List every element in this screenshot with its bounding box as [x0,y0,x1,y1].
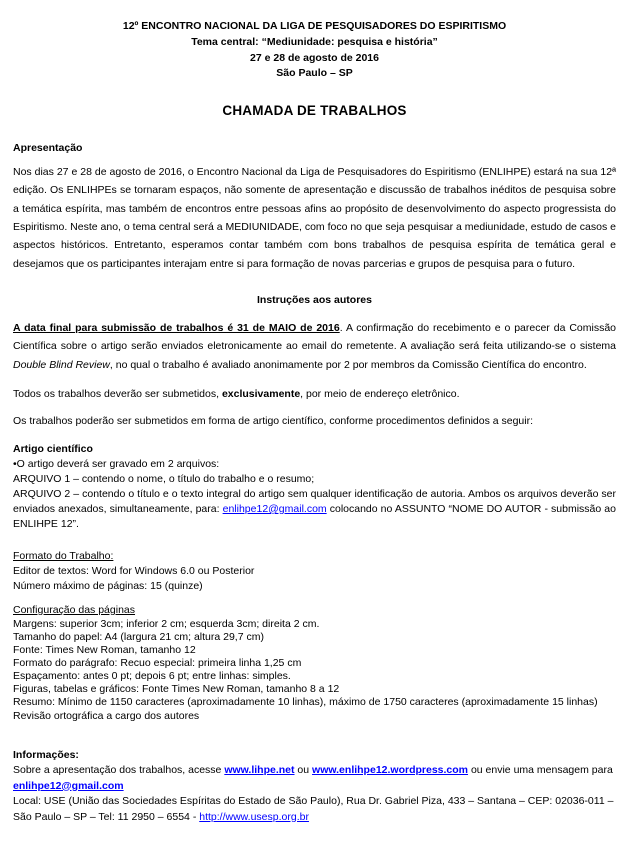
configuracao-line: Figuras, tabelas e gráficos: Fonte Times New Roman, tamanho 8 a 12 [13,683,340,696]
section-informacoes [13,748,616,826]
apresentacao-heading: Apresentação [13,142,83,155]
forms-note: Os trabalhos poderão ser submetidos em forma de artigo científico, conforme procedimentos definidos a seguir: [13,414,534,427]
event-dates: 27 e 28 de agosto de 2016 [250,51,379,64]
deadline-paragraph [13,319,616,374]
local-text: Local: USE (União das Sociedades Espíritas do Estado de São Paulo), Rua Dr. Gabriel Piza, 433 – Santana – CEP: 02036-011 – São Paulo – SP – Tel: 11 2950 – 6554 - [13,795,614,823]
event-theme: Tema central: “Mediunidade: pesquisa e história” [191,35,438,48]
formato-line: Editor de textos: Word for Windows 6.0 ou Posterior [13,564,255,577]
informacoes-text-mid: ou [294,764,313,777]
arquivo2-line [13,487,616,532]
arquivo2-text-pre: ARQUIVO 2 – contendo o título e o texto integral do artigo sem qualquer identificação de autoria. Ambos os arquivos deverão ser enviados anexados, simultaneamente, para: [13,487,616,515]
deadline-text-end: , no qual o trabalho é avaliado anonimamente por 2 por membros da Comissão Científica do encontro. [109,358,587,371]
event-title: 12º ENCONTRO NACIONAL DA LIGA DE PESQUISADORES DO ESPIRITISMO [122,20,507,32]
artigo-heading: Artigo científico [13,442,93,455]
configuracao-line: Revisão ortográfica a cargo dos autores [13,709,200,722]
configuracao-line: Formato do parágrafo: Recuo especial: primeira linha 1,25 cm [13,657,302,670]
configuracao-line: Fonte: Times New Roman, tamanho 12 [13,644,196,657]
arquivo1-line: ARQUIVO 1 – contendo o nome, o título do trabalho e o resumo; [13,472,315,485]
deadline-highlight: A data final para submissão de trabalhos é 31 de MAIO de 2016 [13,321,340,334]
exclusivamente-emphasis: exclusivamente [221,387,301,400]
informacoes-text-pre: Sobre a apresentação dos trabalhos, acesse [13,764,225,777]
informacoes-text-post: ou envie uma mensagem para [468,764,613,777]
lihpe-site-link[interactable]: www.lihpe.net [224,764,295,777]
configuracao-heading: Configuração das páginas [13,603,136,616]
configuracao-line: Margens: superior 3cm; inferior 2 cm; esquerda 3cm; direita 2 cm. [13,617,320,630]
informacoes-heading: Informações: [13,748,79,761]
configuracao-line: Resumo: Mínimo de 1150 caracteres (aproximadamente 10 linhas), máximo de 1750 caracteres (aproximadamente 15 linhas) [13,696,598,709]
document-header [13,19,616,82]
section-formato-trabalho [13,549,616,594]
informacoes-local-line [13,794,616,825]
section-configuracao-paginas [13,602,616,723]
event-location: São Paulo – SP [276,67,353,80]
submission-note [13,387,616,402]
instructions-heading: Instruções aos autores [257,293,372,306]
deadline-text: . A confirmação do recebimento e o parecer da Comissão Científica sobre o artigo serão enviados eletronicamente ao email do remetente. A avaliação será feita utilizando-se o sistema [13,321,616,353]
usesp-site-link[interactable]: http://www.usesp.org.br [199,810,309,823]
page-title: CHAMADA DE TRABALHOS [222,103,407,119]
section-artigo-cientifico [13,442,616,532]
wordpress-site-link[interactable]: www.enlihpe12.wordpress.com [312,764,469,777]
formato-line: Número máximo de páginas: 15 (quinze) [13,579,203,592]
submission-note-post: , por meio de endereço eletrônico. [300,387,460,400]
artigo-bullet-line: •O artigo deverá ser gravado em 2 arquivos: [13,457,220,470]
arquivo2-text-post: colocando no ASSUNTO “NOME DO AUTOR - submissão ao ENLIHPE 12”. [13,502,616,530]
informacoes-links-line [13,763,616,794]
contact-email-link[interactable]: enlihpe12@gmail.com [13,779,124,792]
apresentacao-paragraph: Nos dias 27 e 28 de agosto de 2016, o Encontro Nacional da Liga de Pesquisadores do Espiritismo (ENLIHPE) estará na sua 12ª edição. Os ENLIHPEs se tornaram espaços, não somente de apresentação e discussão de trabalhos inéditos de pesquisa sobre a temática espírita, mas também de encontros entre pessoas afins ao propósito de desenvolvimento do aspecto progressista do Espiritismo. Neste ano, o tema central será a MEDIUNIDADE, com foco no que seja pesquisar a mediunidade, estudo de casos e aspectos históricos. Entretanto, esperamos contar também com bons trabalhos de pesquisa espírita de temática geral e desejamos que os participantes interajam entre si para formação de novas parcerias e grupos de pesquisa para o futuro. [13,166,616,270]
configuracao-line: Tamanho do papel: A4 (largura 21 cm; altura 29,7 cm) [13,630,264,643]
submission-email-link[interactable]: enlihpe12@gmail.com [222,502,327,515]
formato-heading: Formato do Trabalho: [13,549,114,562]
submission-note-pre: Todos os trabalhos deverão ser submetidos, [13,387,222,400]
section-apresentacao [13,142,616,273]
configuracao-line: Espaçamento: antes 0 pt; depois 6 pt; entre linhas: simples. [13,670,291,683]
review-system-name: Double Blind Review [13,358,110,371]
